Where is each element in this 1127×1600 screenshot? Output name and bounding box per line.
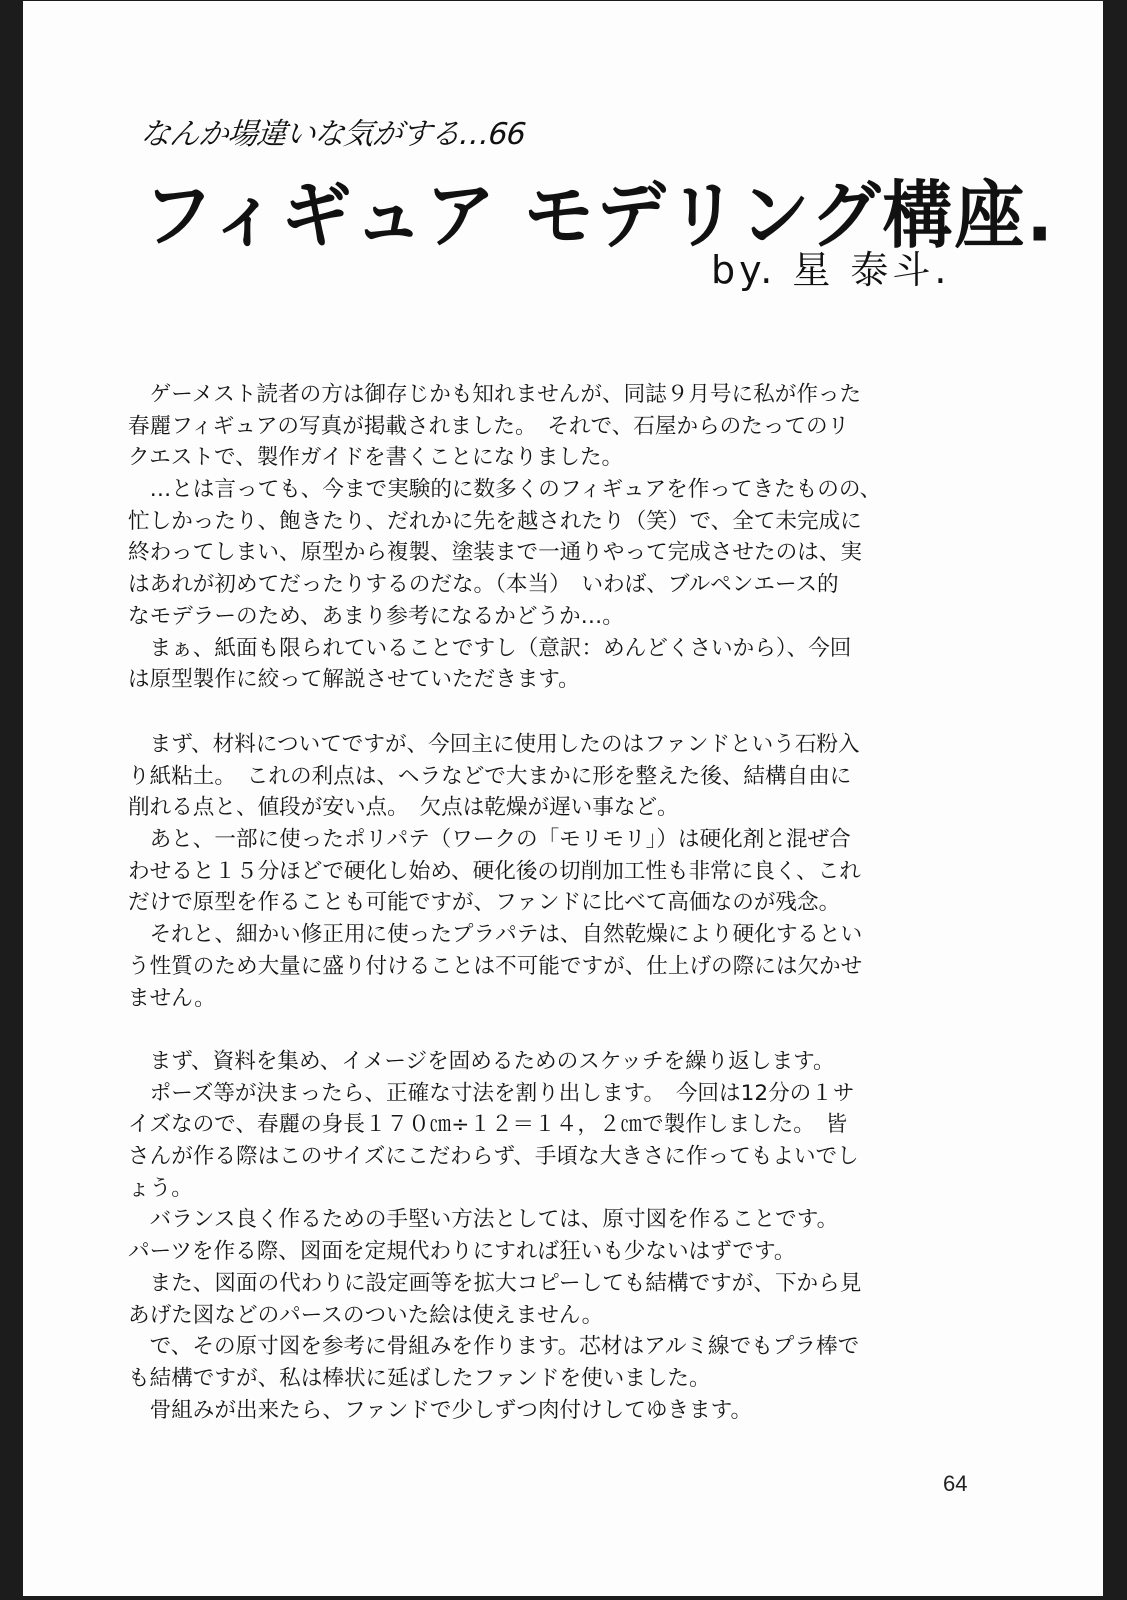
text-line: ょう。 [128,1175,193,1201]
text-line: …とは言っても、今まで実験的に数多くのフィギュアを作ってきたものの、 [128,477,882,503]
author-byline: by. 星 泰斗. [711,248,951,292]
text-line: それと、細かい修正用に使ったプラパテは、自然乾燥により硬化するとい [128,922,863,948]
text-line: あと、一部に使ったポリパテ（ワークの「モリモリ」）は硬化剤と混ぜ合 [128,827,851,853]
text-line: バランス良く作るための手堅い方法としては、原寸図を作ることです。 [128,1207,839,1233]
text-line: また、図面の代わりに設定画等を拡大コピーしても結構ですが、下から見 [128,1270,862,1296]
text-line: まず、材料についてですが、今回主に使用したのはファンドという石粉入 [128,732,860,757]
article-title: フィギュア モデリング構座. [143,172,1055,259]
text-line: ゲーメスト読者の方は御存じかも知れませんが、同誌９月号に私が作った [128,382,862,407]
paragraph-section-materials [128,729,862,1014]
document-page [23,1,1103,1596]
text-line: う性質のため大量に盛り付けることは不可能ですが、仕上げの際には欠かせ [128,953,863,979]
text-line: 終わってしまい、原型から複製、塗装まで一通りやって完成させたのは、実 [128,540,862,566]
text-line: わせると１５分ほどで硬化し始め、硬化後の切削加工性も非常に良く、これ [128,858,861,884]
text-line: なモデラーのため、あまり参考になるかどうか…。 [128,603,624,629]
text-line: り紙粘土。 これの利点は、ヘラなどで大まかに形を整えた後、結構自由に [128,763,852,789]
text-line: 忙しかったり、飽きたり、だれかに先を越されたり（笑）で、全て未完成に [128,508,862,534]
text-line: さんが作る際はこのサイズにこだわらず、手頃な大きさに作ってもよいでし [128,1144,859,1170]
text-line: まぁ、紙面も限られていることですし（意訳：めんどくさいから）、今回 [128,635,852,661]
text-line: だけで原型を作ることも可能ですが、ファンドに比べて高価なのが残念。 [128,890,841,916]
text-line: あげた図などのパースのついた絵は使えません。 [128,1302,604,1328]
text-line: パーツを作る際、図面を定規代わりにすれば狂いも少ないはずです。 [128,1239,796,1265]
text-line: 春麗フィギュアの写真が掲載されました。 それで、石屋からのたってのリ [128,413,850,439]
page-number: 64 [943,1471,968,1496]
text-line: イズなので、春麗の身長１７０㎝÷１２＝１４，２㎝で製作しました。 皆 [128,1112,848,1138]
handwritten-subtitle: なんか場違いな気がする…66 [138,117,527,152]
text-line: まず、資料を集め、イメージを固めるためのスケッチを繰り返します。 [128,1049,835,1074]
text-line: ポーズ等が決まったら、正確な寸法を割り出します。 今回は12分の１サ [128,1080,855,1106]
text-line: ません。 [128,985,216,1011]
text-line: 削れる点と、値段が安い点。 欠点は乾燥が遅い事など。 [128,795,679,821]
text-line: 骨組みが出来たら、ファンドで少しずつ肉付けしてゆきます。 [128,1397,753,1423]
text-line: も結構ですが、私は棒状に延ばしたファンドを使いました。 [128,1365,711,1391]
text-line: はあれが初めてだったりするのだな。（本当） いわば、ブルペンエース的 [128,572,839,598]
text-line: で、その原寸図を参考に骨組みを作ります。芯材はアルミ線でもプラ棒で [128,1334,860,1360]
paragraph-section-intro [128,379,881,696]
paragraph-section-process [128,1046,861,1426]
text-line: は原型製作に絞って解説させていただきます。 [128,667,580,693]
text-line: クエストで、製作ガイドを書くことになりました。 [128,445,624,471]
